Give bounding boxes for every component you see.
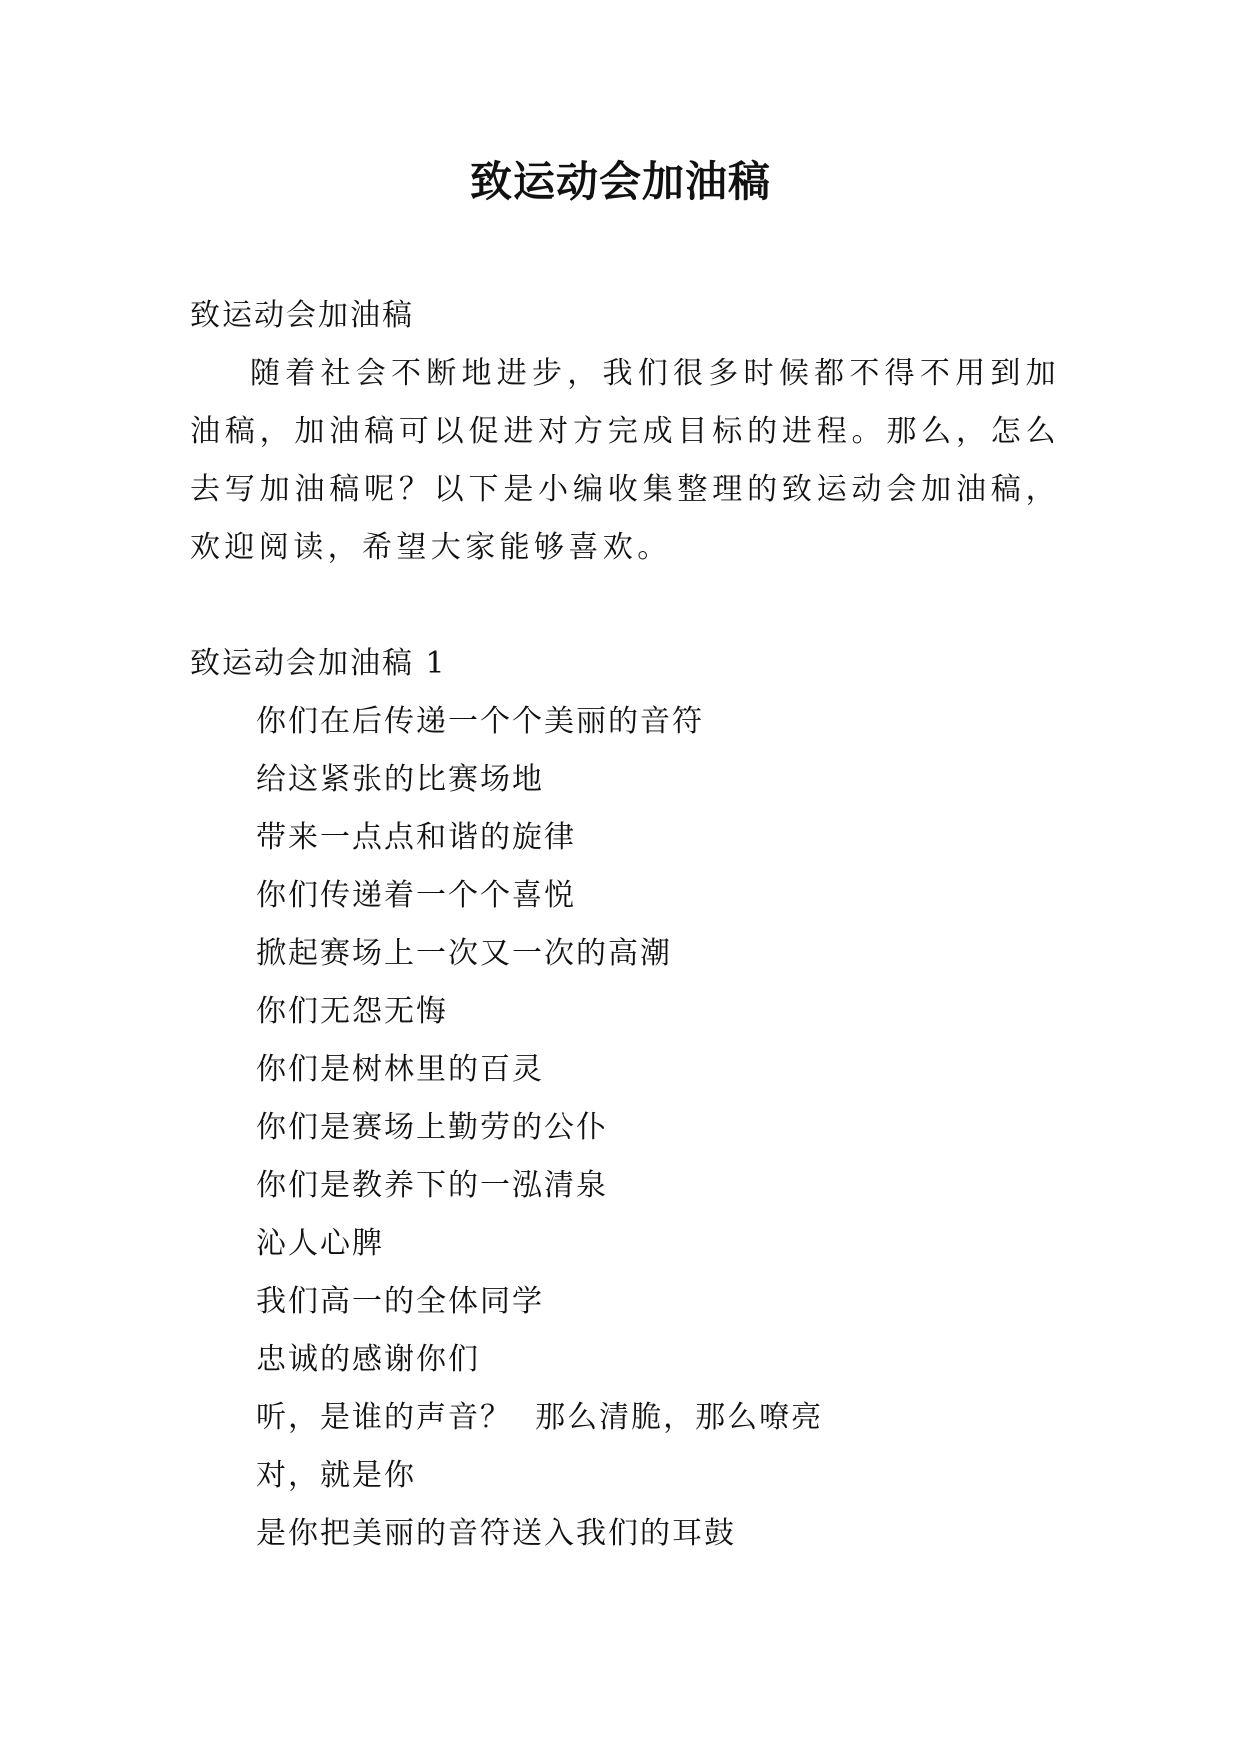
poem-line: 你们无怨无悔	[256, 994, 448, 1029]
poem-line: 你们是教养下的一泓清泉	[256, 1168, 608, 1203]
poem-line: 给这紧张的比赛场地	[256, 762, 544, 797]
poem-line: 掀起赛场上一次又一次的高潮	[256, 936, 672, 971]
document-body	[190, 287, 1060, 1563]
document-subtitle: 致运动会加油稿	[190, 298, 414, 333]
poem-line: 沁人心脾	[256, 1226, 384, 1261]
intro-paragraph: 随着社会不断地进步，我们很多时候都不得不用到加油稿，加油稿可以促进对方完成目标的进程。那么，怎么去写加油稿呢？以下是小编收集整理的致运动会加油稿，欢迎阅读，希望大家能够喜欢。	[190, 356, 1060, 565]
poem-line: 我们高一的全体同学	[256, 1284, 544, 1319]
document-title: 致运动会加油稿	[469, 157, 771, 206]
poem-line: 带来一点点和谐的旋律	[256, 820, 576, 855]
poem	[190, 693, 1060, 1563]
poem-line: 你们传递着一个个喜悦	[256, 878, 576, 913]
poem-line: 你们在后传递一个个美丽的音符	[256, 704, 704, 739]
poem-line: 你们是树林里的百灵	[256, 1052, 544, 1087]
poem-line: 忠诚的感谢你们	[256, 1342, 480, 1377]
poem-line: 对，就是你	[256, 1458, 416, 1493]
poem-line: 你们是赛场上勤劳的公仆	[256, 1110, 608, 1145]
poem-line: 是你把美丽的音符送入我们的耳鼓	[256, 1516, 736, 1551]
section-title: 致运动会加油稿 1	[190, 646, 447, 681]
poem-line: 听，是谁的声音？ 那么清脆，那么嘹亮	[256, 1400, 824, 1435]
